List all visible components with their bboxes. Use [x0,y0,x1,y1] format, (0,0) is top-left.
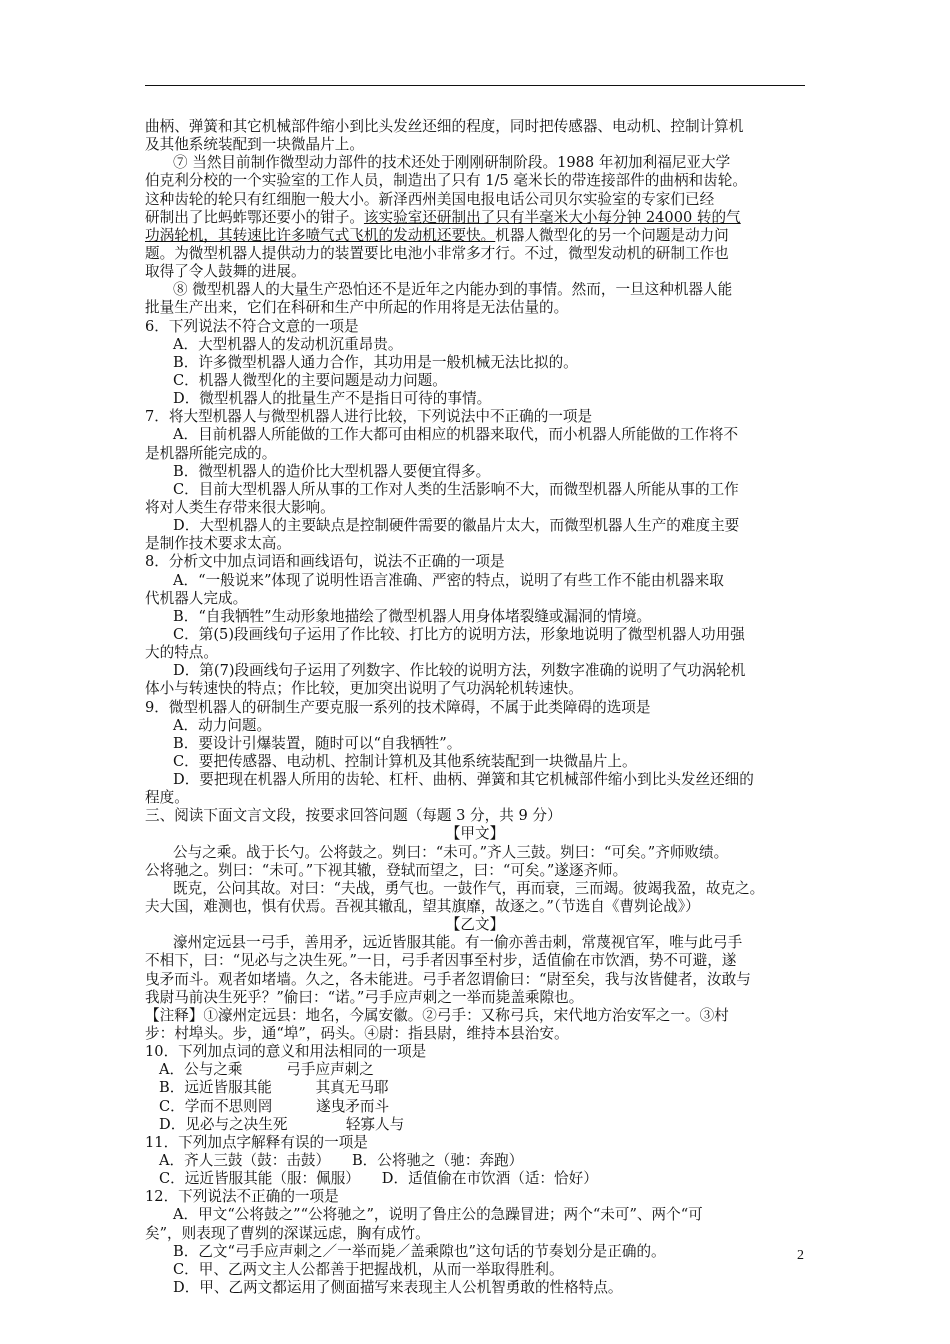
text-line [145,989,805,1007]
line-text: 9．微型机器人的研制生产要克服一系列的技术障碍，不属于此类障碍的选项是 [145,698,651,716]
text-line [145,1098,805,1116]
line-text: ⑧ 微型机器人的大量生产恐怕还不是近年之内能办到的事情。然而，一旦这种机器人能 [173,281,733,299]
line-text: C．要把传感器、电动机、控制计算机及其他系统装配到一块微晶片上。 [173,752,637,770]
line-text: 机器人微型化的另一个问题是动力问 [495,226,729,244]
line-text: 12．下列说法不正确的一项是 [145,1188,339,1206]
text-line [145,1061,805,1079]
line-text: D．见必与之决生死 轻寡人与 [159,1115,405,1133]
text-line [145,318,805,336]
text-line [145,608,805,626]
line-text: 是制作技术要求太高。 [145,535,291,553]
line-text: D．第(7)段画线句子运用了列数字、作比较的说明方法，列数字准确的说明了气功涡轮机 [173,662,746,680]
line-text: 6．下列说法不符合文意的一项是 [145,317,359,335]
line-text: 程度。 [145,789,189,807]
text-line [145,281,805,299]
line-text: D．要把现在机器人所用的齿轮、杠杆、曲柄、弹簧和其它机械部件缩小到比头发丝还细的 [173,771,754,789]
line-text: 是机器所能完成的。 [145,444,277,462]
line-text: 8．分析文中加点词语和画线语句，说法不正确的一项是 [145,553,505,571]
text-line [145,753,805,771]
text-line [145,445,805,463]
text-line [145,735,805,753]
line-text: 取得了令人鼓舞的进展。 [145,263,306,281]
text-line [145,463,805,481]
line-text: A．甲文“公将鼓之”“公将驰之”，说明了鲁庄公的急躁冒进；两个“未可”、两个“可 [173,1206,703,1224]
line-text: B．微型机器人的造价比大型机器人要便宜得多。 [173,462,491,480]
line-text: 【注释】①濠州定远县：地名，今属安徽。②弓手：又称弓兵，宋代地方治安军之一。③村 [145,1006,729,1024]
line-text: 7．将大型机器人与微型机器人进行比较，下列说法中不正确的一项是 [145,408,593,426]
line-text: 矣”，则表现了曹刿的深谋远虑，胸有成竹。 [145,1224,430,1242]
line-text: 【甲文】 [445,825,505,843]
text-line [145,209,805,227]
text-line [145,916,805,934]
line-text: 大的特点。 [145,644,218,662]
text-line [145,934,805,952]
text-line [145,717,805,735]
line-text: 濠州定远县一弓手，善用矛，远近皆服其能。有一偷亦善击刺，常蔑视官军，唯与此弓手 [173,934,743,952]
document-body [145,118,805,1297]
line-text: 公将驰之。刿曰：“未可。”下视其辙，登轼而望之，曰：“可矣。”遂逐齐师。 [145,861,628,879]
underlined-phrase: 功涡轮机，其转速比许多喷气式飞机的发动机还要快。 [145,226,496,244]
text-line [145,1134,805,1152]
text-line [145,1206,805,1224]
text-line [145,1079,805,1097]
line-text: 三、阅读下面文言文段，按要求回答问题（每题 3 分，共 9 分） [145,807,562,825]
text-line [145,390,805,408]
text-line [145,1025,805,1043]
line-text: A．目前机器人所能做的工作大都可由相应的机器来取代，而小机器人所能做的工作将不 [173,426,739,444]
line-text: C．第(5)段画线句子运用了作比较、打比方的说明方法，形象地说明了微型机器人功用强 [173,625,745,643]
text-line [145,1116,805,1134]
text-line [145,825,805,843]
line-text: D．甲、乙两文都运用了侧面描写来表现主人公机智勇敢的性格特点。 [173,1279,623,1296]
line-text: B．要设计引爆装置，随时可以“自我牺牲”。 [173,734,462,752]
text-line [145,971,805,989]
line-text: 夫大国，难测也，惧有伏焉。吾视其辙乱，望其旗靡，故逐之。”（节选自《曹刿论战》） [145,898,700,916]
line-text: 曲柄、弹簧和其它机械部件缩小到比头发丝还细的程度，同时把传感器、电动机、控制计算机 [145,118,744,135]
line-text: C．目前大型机器人所从事的工作对人类的生活影响不大，而微型机器人所能从事的工作 [173,480,739,498]
line-text: 将对人类生存带来很大影响。 [145,498,335,516]
text-line [145,572,805,590]
line-text: C．学而不思则罔 遂曳矛而斗 [159,1097,390,1115]
text-line [145,680,805,698]
page-number: 2 [797,1248,804,1263]
text-line [145,662,805,680]
text-line [145,862,805,880]
line-text: ⑦ 当然目前制作微型动力部件的技术还处于刚刚研制阶段。1988 年初加利福尼亚大学 [173,154,731,172]
line-text: 题。为微型机器人提供动力的装置要比电池小非常多才行。不过，微型发动机的研制工作也 [145,244,729,262]
text-line [145,1261,805,1279]
text-line [145,136,805,154]
text-line [145,626,805,644]
text-line [145,771,805,789]
line-text: A．动力问题。 [173,716,272,734]
text-line [145,426,805,444]
line-text: 体小与转速快的特点；作比较，更加突出说明了气功涡轮机转速快。 [145,680,583,698]
line-text: 批量生产出来，它们在科研和生产中所起的作用将是无法估量的。 [145,299,569,317]
line-text: B．远近皆服其能 其真无马耶 [159,1079,389,1097]
text-line [145,372,805,390]
line-text: C．甲、乙两文主人公都善于把握战机，从而一举取得胜利。 [173,1260,564,1278]
line-text: 伯克利分校的一个实验室的工作人员，制造出了只有 1/5 毫米长的带连接部件的曲柄和齿轮。 [145,172,747,190]
text-line [145,172,805,190]
line-text: 这种齿轮的轮只有红细胞一般大小。新泽西州美国电报电话公司贝尔实验室的专家们已经 [145,190,715,208]
text-line [145,227,805,245]
text-line [145,844,805,862]
text-line [145,499,805,517]
text-line [145,898,805,916]
text-line [145,644,805,662]
line-text: C．远近皆服其能（服：佩服） D．适值偷在市饮酒（适：恰好） [159,1170,598,1188]
text-line [145,245,805,263]
text-line [145,354,805,372]
text-line [145,1279,805,1297]
line-text: 【乙文】 [445,916,505,934]
text-line [145,336,805,354]
text-line [145,1043,805,1061]
text-line [145,590,805,608]
text-line [145,1007,805,1025]
line-text: 公与之乘。战于长勺。公将鼓之。刿曰：“未可。”齐人三鼓。刿曰：“可矣。”齐师败绩。 [173,843,729,861]
text-line [145,1152,805,1170]
text-line [145,154,805,172]
line-text: 10．下列加点词的意义和用法相同的一项是 [145,1043,427,1061]
text-line [145,952,805,970]
text-line [145,1225,805,1243]
line-text: A．公与之乘 弓手应声刺之 [159,1061,374,1079]
text-line [145,118,805,136]
underlined-phrase: 该实验室还研制出了只有半毫米大小每分钟 24000 转的气 [363,208,741,226]
header-rule [145,85,805,86]
line-text: D．微型机器人的批量生产不是指日可待的事情。 [173,390,492,408]
line-text: 代机器人完成。 [145,589,248,607]
line-text: B．“自我牺牲”生动形象地描绘了微型机器人用身体堵裂缝或漏洞的情境。 [173,607,652,625]
text-line [145,789,805,807]
text-line [145,535,805,553]
line-text: C．机器人微型化的主要问题是动力问题。 [173,371,447,389]
text-line [145,553,805,571]
text-line [145,699,805,717]
text-line [145,1188,805,1206]
text-line [145,299,805,317]
text-line [145,1170,805,1188]
text-line [145,807,805,825]
line-text: A．大型机器人的发动机沉重昂贵。 [173,335,403,353]
line-text: 既克，公问其故。对曰：“夫战，勇气也。一鼓作气，再而衰，三而竭。彼竭我盈，故克之。 [173,879,765,897]
line-text: D．大型机器人的主要缺点是控制硬件需要的徽晶片太大，而微型机器人生产的难度主要 [173,517,740,535]
line-text: 曳矛而斗。观者如堵墙。久之，各未能进。弓手者忽谓偷曰：“尉至矣，我与汝皆健者，汝敢与 [145,970,751,988]
text-line [145,191,805,209]
text-line [145,517,805,535]
line-text: A．齐人三鼓（鼓：击鼓） B．公将驰之（驰：奔跑） [159,1152,524,1170]
text-line [145,1243,805,1261]
text-line [145,263,805,281]
line-text: 11．下列加点字解释有误的一项是 [145,1133,368,1151]
line-text: B．乙文“弓手应声刺之／一举而毙／盖乘隙也”这句话的节奏划分是正确的。 [173,1242,666,1260]
line-text: 及其他系统装配到一块微晶片上。 [145,136,364,154]
line-text: 步：村埠头。步，通“埠”，码头。④尉：指县尉，维持本县治安。 [145,1025,569,1043]
line-text: A．“一般说来”体现了说明性语言准确、严密的特点，说明了有些工作不能由机器来取 [173,571,724,589]
line-text: B．许多微型机器人通力合作，其功用是一般机械无法比拟的。 [173,353,578,371]
line-text: 我尉马前决生死乎？”偷曰：“诺。”弓手应声刺之一举而毙盖乘隙也。 [145,988,584,1006]
text-line [145,880,805,898]
text-line [145,481,805,499]
line-text: 研制出了比蚂蚱鄂还要小的钳子。 [145,208,364,226]
text-line [145,408,805,426]
line-text: 不相下，曰：“见必与之决生死。”一日，弓手者因事至村步，适值偷在市饮酒，势不可避，遂 [145,952,737,970]
